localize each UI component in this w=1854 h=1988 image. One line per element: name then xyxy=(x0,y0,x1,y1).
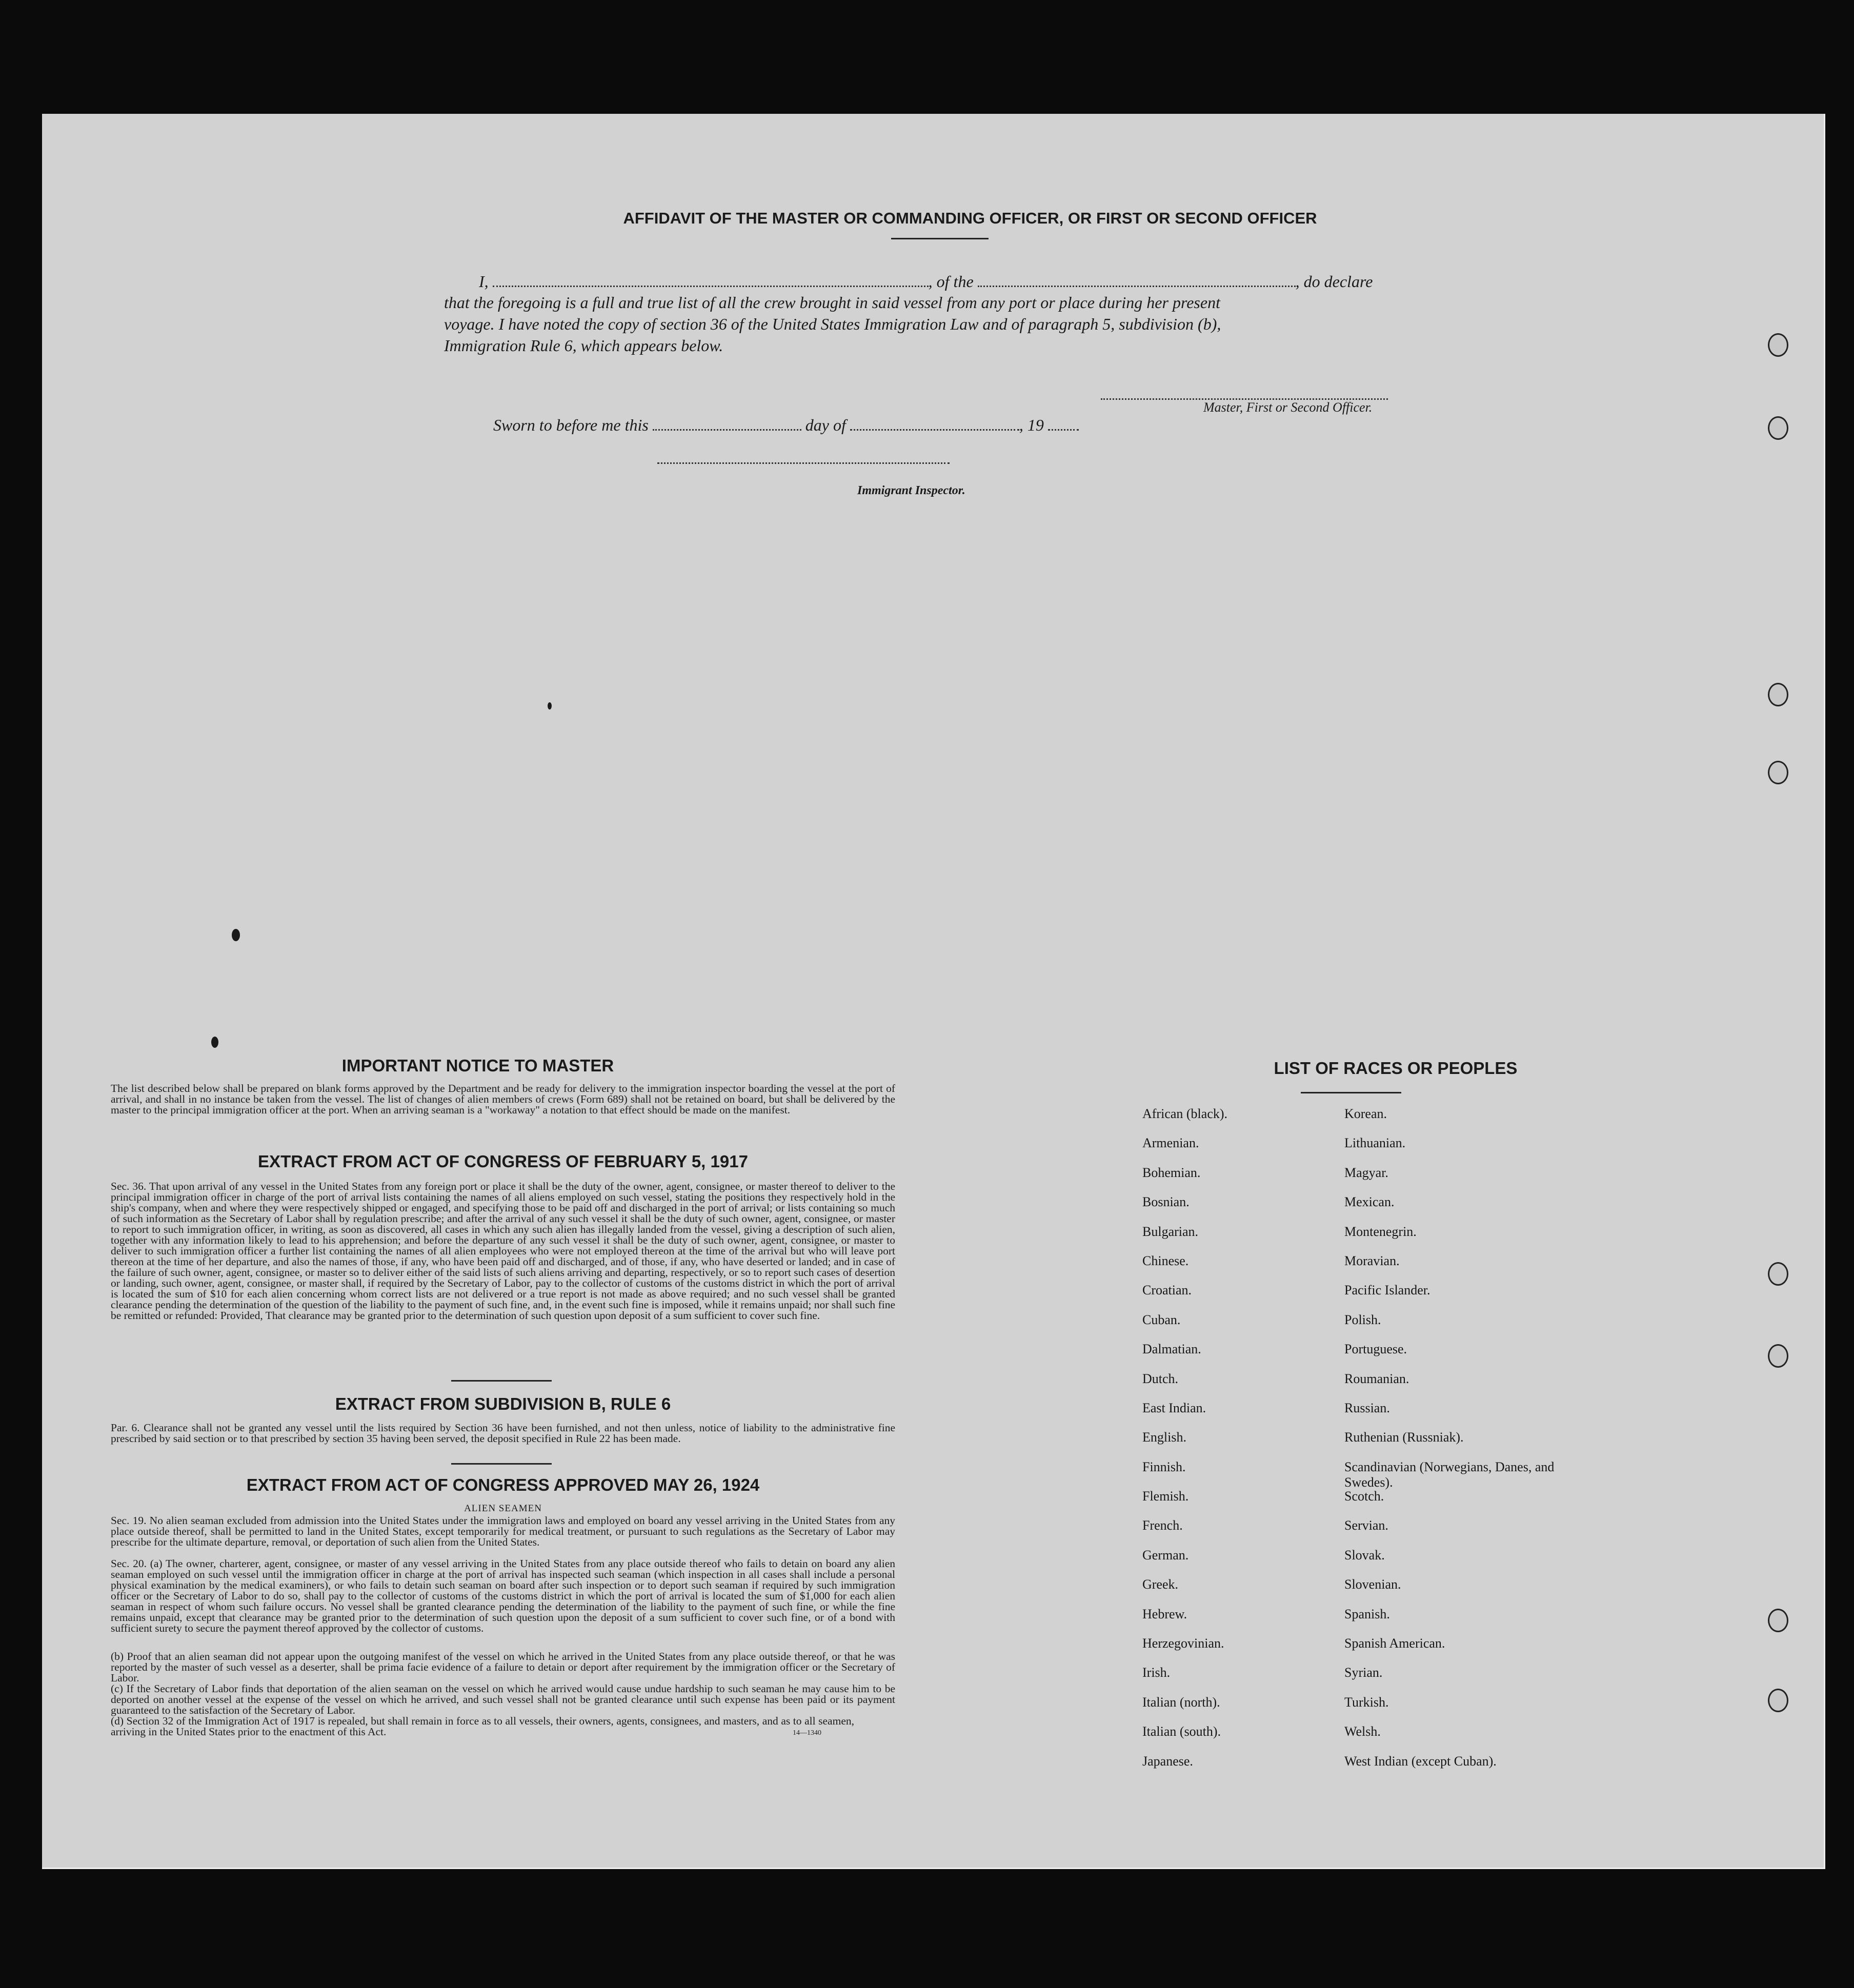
races-title: LIST OF RACES OR PEOPLES xyxy=(1274,1059,1518,1078)
vessel-field[interactable] xyxy=(978,270,1296,287)
race-item: Portuguese. xyxy=(1344,1342,1407,1357)
races-right-column xyxy=(1344,1106,1570,1783)
race-item: Greek. xyxy=(1142,1577,1179,1592)
binder-hole xyxy=(1768,1344,1788,1368)
subdivision-b-title: EXTRACT FROM SUBDIVISION B, RULE 6 xyxy=(335,1394,671,1413)
race-item: Russian. xyxy=(1344,1400,1390,1415)
month-field[interactable] xyxy=(850,414,1019,431)
race-item: Slovenian. xyxy=(1344,1577,1401,1592)
race-item: Slovak. xyxy=(1344,1547,1385,1563)
do-declare-label: , do declare xyxy=(1295,272,1373,291)
race-item: Hebrew. xyxy=(1142,1606,1187,1621)
race-item: Bosnian. xyxy=(1142,1194,1190,1210)
declaration-line-2: that the foregoing is a full and true list of all the crew brought in said vessel from any port or place during her present xyxy=(444,293,1220,312)
sec-20b-text: (b) Proof that an alien seaman did not appear upon the outgoing manifest of the vessel on which he arrived in the United States from any place outside thereof, or that he was reported by the master of such vessel as a deserter, shall be prima facie evidence of a failure to detain or deport after requirement by the immigration officer or the Secretary of Labor. xyxy=(111,1650,895,1684)
master-signature-label: Master, First or Second Officer. xyxy=(1203,400,1373,415)
races-underline xyxy=(1301,1092,1401,1093)
binder-hole xyxy=(1768,416,1788,440)
sworn-label: Sworn to before me this xyxy=(493,416,649,434)
race-item: Ruthenian (Russniak). xyxy=(1344,1430,1464,1445)
race-item: Moravian. xyxy=(1344,1253,1400,1268)
race-item: Bulgarian. xyxy=(1142,1224,1199,1239)
day-of-label: day of xyxy=(805,416,846,434)
divider-2 xyxy=(451,1463,552,1465)
race-item: Cuban. xyxy=(1142,1312,1181,1327)
race-item: Dutch. xyxy=(1142,1371,1179,1386)
race-item: Scandinavian (Norwegians, Danes, and Swedes). xyxy=(1344,1459,1555,1490)
form-number: 14—1340 xyxy=(793,1729,821,1737)
binder-hole xyxy=(1768,683,1788,706)
extract-1917-title: EXTRACT FROM ACT OF CONGRESS OF FEBRUARY 5, 1917 xyxy=(258,1152,748,1171)
race-item: Japanese. xyxy=(1142,1753,1193,1769)
race-item: Bohemian. xyxy=(1142,1165,1201,1180)
sec-20c-text: (c) If the Secretary of Labor finds that deportation of the alien seaman on the vessel on which he arrived would cause undue hardship to such seaman he may cause him to be deported on another vessel at the expense of the vessel on which he arrived, and such vessel shall not be granted clearance until such expense has been paid or its payment guaranteed to the satisfaction of the Secretary of Labor. xyxy=(111,1682,895,1716)
binder-hole xyxy=(1768,1262,1788,1286)
day-field[interactable] xyxy=(653,414,801,431)
race-item: Scotch. xyxy=(1344,1489,1384,1504)
race-item: African (black). xyxy=(1142,1106,1228,1121)
name-field[interactable] xyxy=(493,270,929,287)
race-item: English. xyxy=(1142,1430,1186,1445)
race-item: Korean. xyxy=(1344,1106,1387,1121)
binder-hole xyxy=(1768,1609,1788,1632)
sec-20a-text: Sec. 20. (a) The owner, charterer, agent, consignee, or master of any vessel arriving in the United States from any place outside thereof who fails to detain on board any alien seaman employed on such vessel until the immigration officer in charge at the port of arrival has inspected such seaman (which inspection in all cases shall include a personal physical examination by the medical examiners), or who fails to detain such seaman on board after such inspection or to deport such seaman if required by such immigration officer or the Secretary of Labor to do so, shall pay to the collector of customs of the customs district in which the port of arrival is located the sum of $1,000 for each alien seaman in respect of whom such failure occurs. No vessel shall be granted clearance pending the determination of the liability to the payment of such fine, or while the fine remains unpaid, except that clearance may be granted prior to the determination of such question upon the deposit of a sum sufficient to cover such fine, or of a bond with sufficient surety to secure the payment thereof approved by the collector of customs. xyxy=(111,1557,895,1634)
declaration-line-4: Immigration Rule 6, which appears below. xyxy=(444,336,723,355)
race-item: Croatian. xyxy=(1142,1283,1192,1298)
race-item: Lithuanian. xyxy=(1344,1135,1406,1151)
races-left-column xyxy=(1142,1106,1327,1783)
ink-speck xyxy=(232,929,240,941)
race-item: Turkish. xyxy=(1344,1694,1389,1710)
race-item: Pacific Islander. xyxy=(1344,1283,1430,1298)
declaration-line-1 xyxy=(479,270,1373,291)
binder-hole xyxy=(1768,1689,1788,1712)
race-item: East Indian. xyxy=(1142,1400,1206,1415)
race-item: Armenian. xyxy=(1142,1135,1199,1151)
notice-title: IMPORTANT NOTICE TO MASTER xyxy=(341,1056,614,1075)
master-signature-line[interactable] xyxy=(1101,383,1388,400)
extract-1924-title: EXTRACT FROM ACT OF CONGRESS APPROVED MAY 26, 1924 xyxy=(246,1475,760,1494)
race-item: Finnish. xyxy=(1142,1459,1186,1474)
race-item: Mexican. xyxy=(1344,1194,1395,1210)
race-item: French. xyxy=(1142,1518,1183,1533)
race-item: Roumanian. xyxy=(1344,1371,1409,1386)
year-field[interactable] xyxy=(1048,414,1079,431)
declaration-line-3: voyage. I have noted the copy of section 36 of the United States Immigration Law and of paragraph 5, subdivision (b), xyxy=(444,315,1221,333)
race-item: Spanish. xyxy=(1344,1606,1390,1621)
race-item: Polish. xyxy=(1344,1312,1381,1327)
race-item: Montenegrin. xyxy=(1344,1224,1417,1239)
year-label: , 19 xyxy=(1019,416,1044,434)
race-item: Spanish American. xyxy=(1344,1636,1445,1651)
ink-speck xyxy=(548,702,552,709)
sworn-line xyxy=(493,414,1079,435)
race-item: Servian. xyxy=(1344,1518,1388,1533)
subdivision-b-text: Par. 6. Clearance shall not be granted any vessel until the lists required by Section 36 have been furnished, and not then unless, notice of liability to the administrative fine prescribed by said section or to that prescribed by section 35 having been served, the deposit specified in Rule 22 has been made. xyxy=(111,1422,895,1445)
race-item: Dalmatian. xyxy=(1142,1342,1201,1357)
race-item: Magyar. xyxy=(1344,1165,1388,1180)
of-the-label: , of the xyxy=(928,272,974,291)
i-label: I, xyxy=(479,272,489,291)
race-item: West Indian (except Cuban). xyxy=(1344,1753,1497,1769)
affidavit-title: AFFIDAVIT OF THE MASTER OR COMMANDING OFFICER, OR FIRST OR SECOND OFFICER xyxy=(623,209,1317,227)
race-item: Italian (north). xyxy=(1142,1694,1220,1710)
race-item: Chinese. xyxy=(1142,1253,1189,1268)
document-page xyxy=(42,114,1825,1869)
ink-speck xyxy=(211,1037,218,1048)
race-item: German. xyxy=(1142,1547,1189,1563)
race-item: Welsh. xyxy=(1344,1724,1381,1739)
inspector-label: Immigrant Inspector. xyxy=(857,484,965,497)
extract-1917-text: Sec. 36. That upon arrival of any vessel in the United States from any foreign port or place it shall be the duty of the owner, agent, consignee, or master thereof to deliver to the principal immigration officer in charge of the port of arrival lists containing the names of all aliens employed on such vessel, stating the positions they respectively hold in the ship's company, when and where they were respectively shipped or engaged, and specifying those to be paid off and discharged in the port of arrival; or lists containing so much of such information as the Secretary of Labor shall by regulation prescribe; and after the arrival of any such vessel it shall be the duty of such owner, agent, consignee, or master to report to such immigration officer, in writing, as soon as discovered, all cases in which any such alien has illegally landed from the vessel, giving a description of such alien, together with any information likely to lead to his apprehension; and before the departure of any such vessel it shall be the duty of such owner, agent, consignee, or master to deliver to such immigration officer a further list containing the names of all alien employees who were not employed thereon at the time of the arrival but who will leave port thereon at the time of her departure, and also the names of those, if any, who have been paid off and discharged, and of those, if any, who have deserted or landed; and in case of the failure of such owner, agent, consignee, or master so to deliver either of the said lists of such aliens arriving and departing, respectively, or so to report such cases of desertion or landing, such owner, agent, consignee, or master shall, if required by the Secretary of Labor, pay to the collector of customs of the customs district in which the port of arrival is located the sum of $10 for each alien concerning whom correct lists are not delivered or a true report is not made as above required; and no such vessel shall be granted clearance pending the determination of the question of the liability to the payment of such fine, and, in the event such fine is imposed, while it remains unpaid; nor shall such fine be remitted or refunded: Provided, That clearance may be granted prior to the determination of such question upon deposit of a sum sufficient to cover such fine. xyxy=(111,1180,895,1322)
binder-hole xyxy=(1768,333,1788,357)
race-item: Syrian. xyxy=(1344,1665,1383,1680)
notice-text: The list described below shall be prepared on blank forms approved by the Department and be ready for delivery to the immigration inspector boarding the vessel at the port of arrival, and shall in no instance be taken from the vessel. The list of changes of alien members of crews (Form 689) shall not be retained on board, but shall be delivered by the master to the principal immigration officer at the port. When an arriving seaman is a "workaway" a notation to that effect should be made on the manifest. xyxy=(111,1082,895,1116)
race-item: Irish. xyxy=(1142,1665,1171,1680)
race-item: Flemish. xyxy=(1142,1489,1189,1504)
binder-hole xyxy=(1768,761,1788,784)
race-item: Herzegovinian. xyxy=(1142,1636,1224,1651)
sec-19-text: Sec. 19. No alien seaman excluded from admission into the United States under the immigration laws and employed on board any vessel arriving in the United States from any place outside thereof, shall be permitted to land in the United States, except temporarily for medical treatment, or pursuant to such regulations as the Secretary of Labor may prescribe for the ultimate departure, removal, or deportation of such alien from the United States. xyxy=(111,1514,895,1548)
sec-20d-text: (d) Section 32 of the Immigration Act of 1917 is repealed, but shall remain in force as to all vessels, their owners, agents, consignees, and masters, and as to all seamen, arriving in the United States prior to the enactment of this Act. xyxy=(111,1715,854,1738)
race-item: Italian (south). xyxy=(1142,1724,1221,1739)
divider-1 xyxy=(451,1380,552,1382)
title-underline xyxy=(891,238,989,239)
inspector-signature-line[interactable] xyxy=(657,447,950,464)
alien-seamen-subtitle: ALIEN SEAMEN xyxy=(464,1503,542,1514)
